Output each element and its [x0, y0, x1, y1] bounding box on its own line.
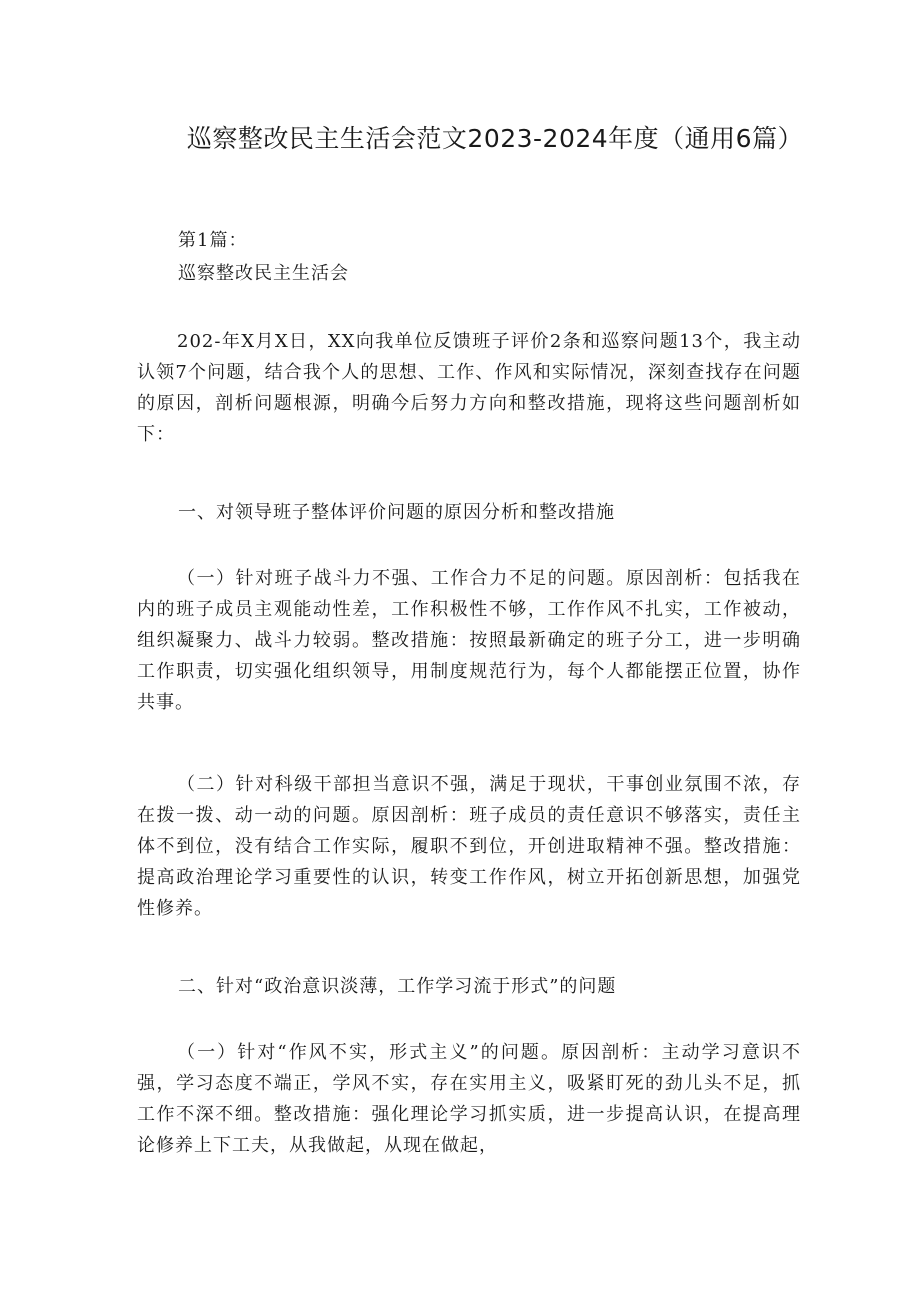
document-title: 巡察整改民主生活会范文2023-2024年度（通用6篇）: [186, 124, 804, 153]
part-subtitle: 巡察整改民主生活会: [178, 263, 349, 284]
section2-heading: 二、针对“政治意识淡薄，工作学习流于形式”的问题: [178, 976, 617, 997]
section2-item1-paragraph: （一）针对“作风不实，形式主义”的问题。原因剖析：主动学习意识不强，学习态度不端正，学风不实，存在实用主义，吸紧盯死的劲儿头不足，抓工作不深不细。整改措施：强化理论学习抓实质，进一步提高认识，在提高理论修养上下工夫，从我做起，从现在做起，: [137, 1042, 801, 1156]
intro-paragraph: 202-年X月X日，XX向我单位反馈班子评价2条和巡察问题13个，我主动认领7个问题，结合我个人的思想、工作、作风和实际情况，深刻查找存在问题的原因，剖析问题根源，明确今后努力方向和整改措施，现将这些问题剖析如下：: [137, 331, 801, 445]
part-label: 第1篇：: [178, 230, 248, 251]
section1-heading: 一、对领导班子整体评价问题的原因分析和整改措施: [178, 502, 615, 523]
section1-item1-paragraph: （一）针对班子战斗力不强、工作合力不足的问题。原因剖析：包括我在内的班子成员主观能动性差，工作积极性不够，工作作风不扎实，工作被动，组织凝聚力、战斗力较弱。整改措施：按照最新确定的班子分工，进一步明确工作职责，切实强化组织领导，用制度规范行为，每个人都能摆正位置，协作共事。: [137, 568, 801, 713]
section1-item2-paragraph: （二）针对科级干部担当意识不强，满足于现状，干事创业氛围不浓，存在拨一拨、动一动的问题。原因剖析：班子成员的责任意识不够落实，责任主体不到位，没有结合工作实际，履职不到位，开创进取精神不强。整改措施：提高政治理论学习重要性的认识，转变工作作风，树立开拓创新思想，加强党性修养。: [137, 774, 801, 919]
